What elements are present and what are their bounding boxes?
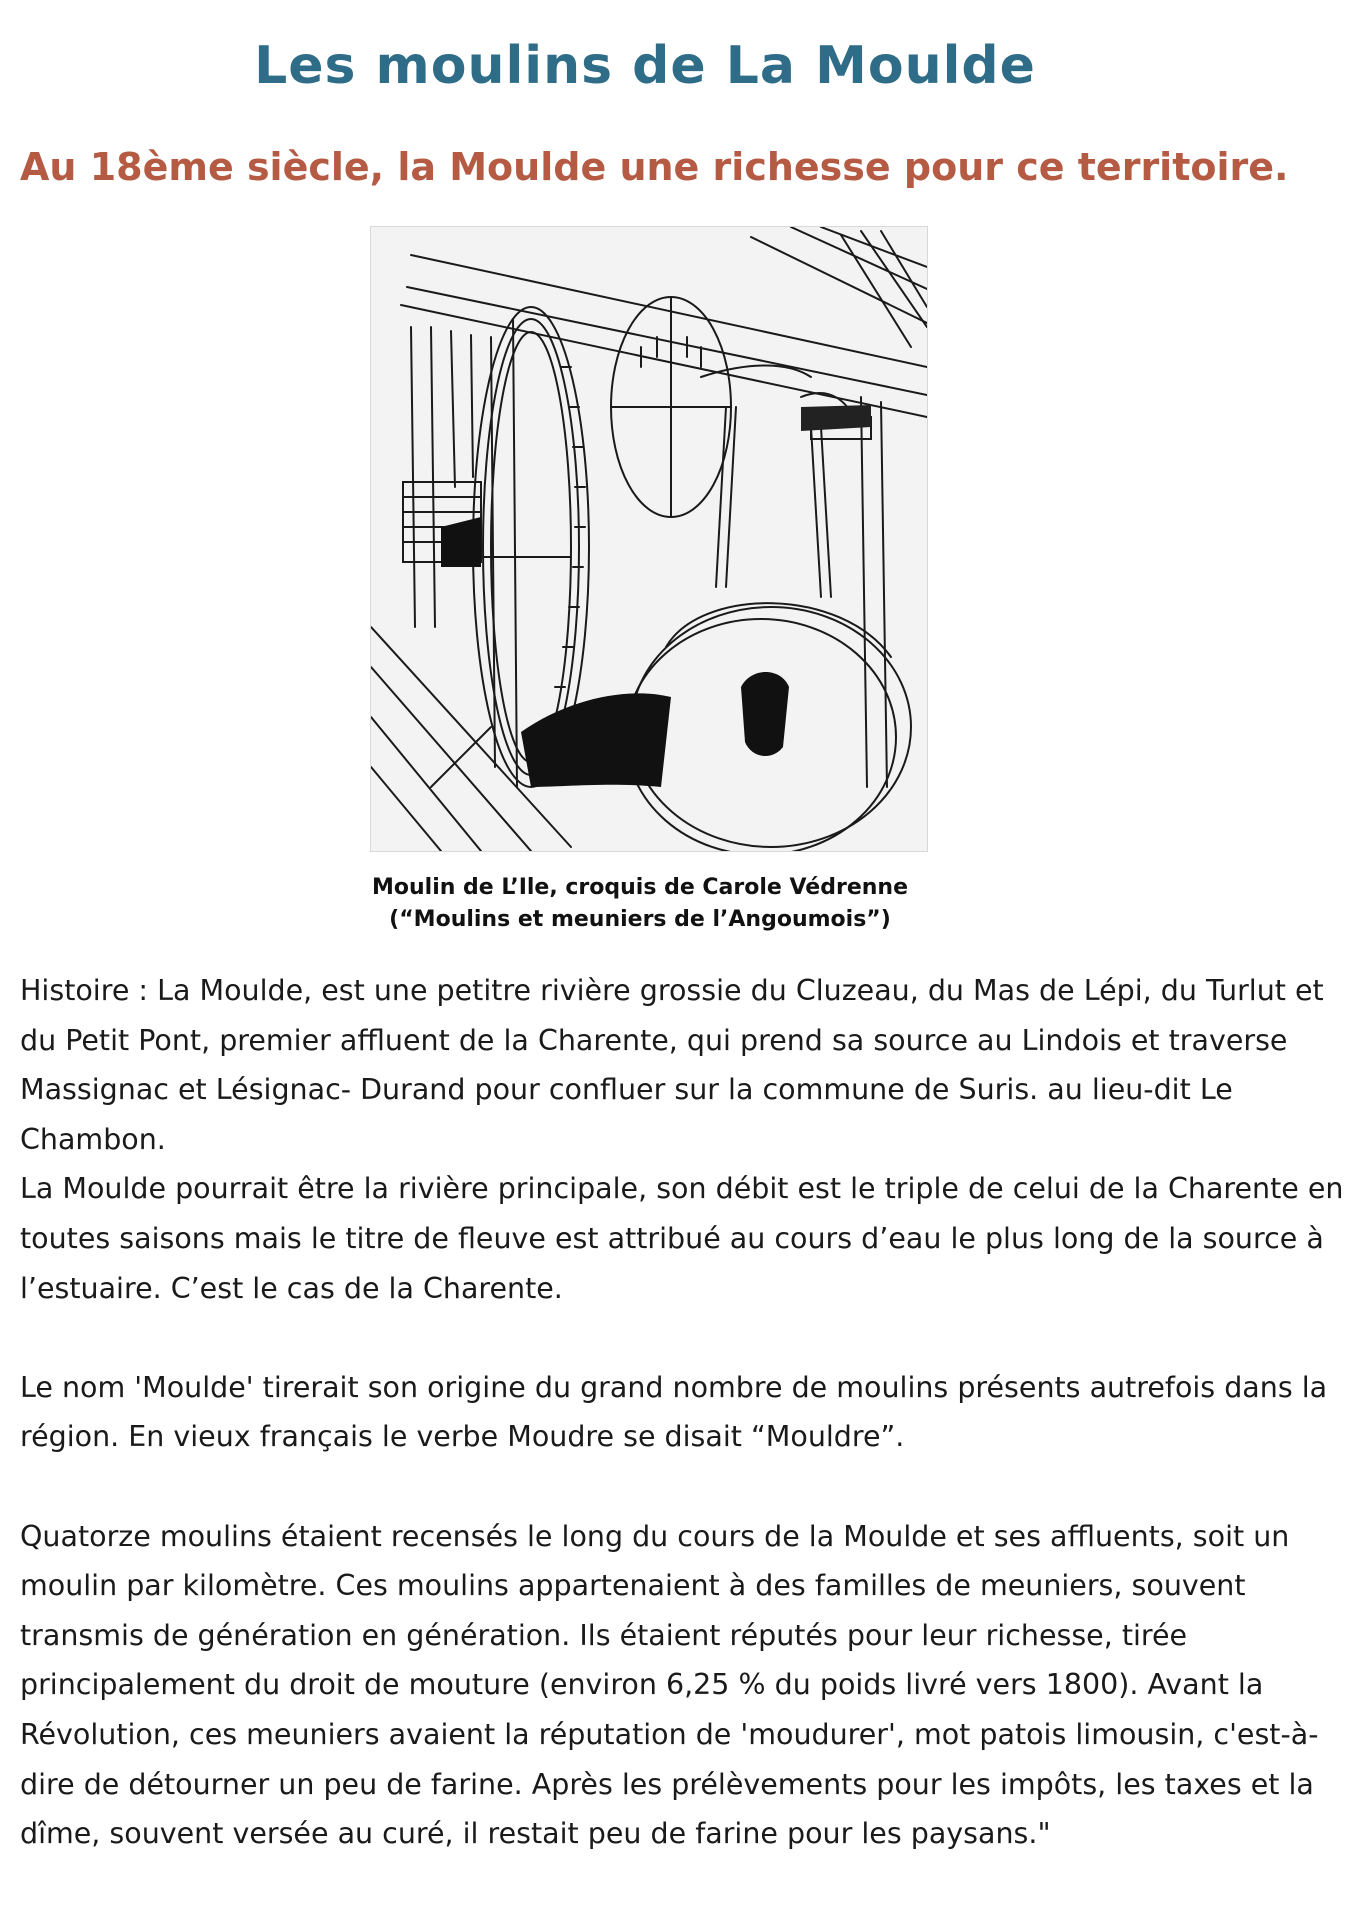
mill-illustration bbox=[370, 226, 928, 852]
figure-caption bbox=[320, 872, 960, 936]
paragraph-river: La Moulde pourrait être la rivière principale, son débit est le triple de celui de la Charente en toutes saisons mais le titre de fleuve est attribué au cours d’eau le plus long de la source à l’estuaire. C’est le cas de la Charente. bbox=[20, 1172, 1344, 1305]
page-subtitle: Au 18ème siècle, la Moulde une richesse pour ce territoire. bbox=[20, 145, 1289, 189]
paragraph-name-origin: Le nom 'Moulde' tirerait son origine du grand nombre de moulins présents autrefois dans la région. En vieux français le verbe Moudre se disait “Mouldre”. bbox=[20, 1370, 1328, 1454]
mill-sketch-drawing bbox=[371, 227, 927, 851]
caption-line: Moulin de L’Ile, croquis de Carole Védrenne bbox=[371, 875, 908, 900]
caption-line: (“Moulins et meuniers de l’Angoumois”) bbox=[389, 907, 891, 932]
paragraph-history: Histoire : La Moulde, est une petitre rivière grossie du Cluzeau, du Mas de Lépi, du Turlut et du Petit Pont, premier affluent de la Charente, qui prend sa source au Lindois et traverse Massignac et Lésignac- Durand pour confluer sur la commune de Suris. au lieu-dit Le Chambon. bbox=[20, 974, 1324, 1156]
article-body bbox=[20, 966, 1345, 1859]
page-title: Les moulins de La Moulde bbox=[254, 36, 1036, 96]
paragraph-mills: Quatorze moulins étaient recensés le long du cours de la Moulde et ses affluents, soit un moulin par kilomètre. Ces moulins appartenaient à des familles de meuniers, souvent transmis de génération en génération. Ils étaient réputés pour leur richesse, tirée principalement du droit de mouture (environ 6,25 % du poids livré vers 1800). Avant la Révolution, ces meuniers avaient la réputation de 'moudurer', mot patois limousin, c'est-à-dire de détourner un peu de farine. Après les prélèvements pour les impôts, les taxes et la dîme, souvent versée au curé, il restait peu de farine pour les paysans." bbox=[20, 1519, 1319, 1851]
